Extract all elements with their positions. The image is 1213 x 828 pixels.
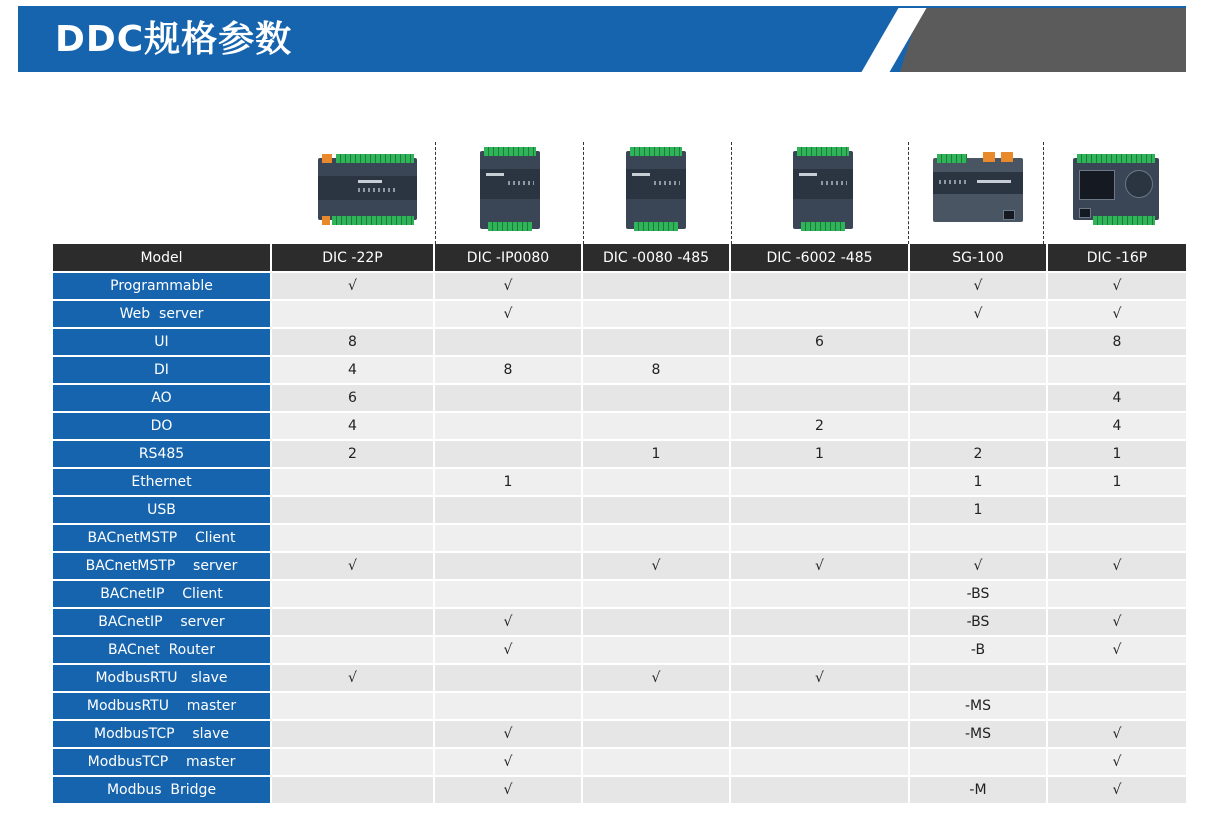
table-cell (1048, 693, 1188, 721)
table-cell (731, 385, 910, 413)
image-separator (731, 142, 732, 244)
model-row (53, 244, 1188, 273)
table-cell: √ (583, 665, 731, 693)
table-cell: -MS (910, 693, 1048, 721)
table-cell (1048, 525, 1188, 553)
row-label: ModbusRTU slave (53, 665, 272, 693)
row-label: AO (53, 385, 272, 413)
table-cell: √ (1048, 273, 1188, 301)
spec-table (53, 244, 1188, 805)
table-cell: √ (583, 553, 731, 581)
table-cell (731, 637, 910, 665)
row-label: ModbusRTU master (53, 693, 272, 721)
table-cell (272, 525, 435, 553)
table-cell (583, 301, 731, 329)
table-cell (272, 609, 435, 637)
table-cell (583, 777, 731, 805)
table-cell: -MS (910, 721, 1048, 749)
table-cell (272, 693, 435, 721)
row-label: BACnetMSTP Client (53, 525, 272, 553)
table-cell (583, 497, 731, 525)
table-cell (731, 721, 910, 749)
table-cell (583, 273, 731, 301)
table-cell (583, 637, 731, 665)
table-cell: √ (435, 637, 583, 665)
table-cell: -BS (910, 609, 1048, 637)
table-cell (435, 413, 583, 441)
table-row (53, 301, 1188, 329)
table-cell (910, 665, 1048, 693)
row-label: USB (53, 497, 272, 525)
table-row (53, 609, 1188, 637)
table-cell: 8 (1048, 329, 1188, 357)
table-row (53, 497, 1188, 525)
table-cell: √ (731, 665, 910, 693)
table-cell: √ (272, 553, 435, 581)
row-label: ModbusTCP slave (53, 721, 272, 749)
table-cell (583, 385, 731, 413)
table-cell (435, 581, 583, 609)
table-cell: 2 (731, 413, 910, 441)
table-cell (583, 721, 731, 749)
table-cell: 1 (435, 469, 583, 497)
model-name: SG-100 (910, 244, 1048, 273)
table-cell (272, 469, 435, 497)
table-cell: 4 (272, 357, 435, 385)
table-row (53, 749, 1188, 777)
table-cell (731, 497, 910, 525)
table-row (53, 581, 1188, 609)
table-cell (583, 525, 731, 553)
table-row (53, 553, 1188, 581)
table-cell: -M (910, 777, 1048, 805)
model-name: DIC -IP0080 (435, 244, 583, 273)
table-cell: 4 (1048, 385, 1188, 413)
row-label: ModbusTCP master (53, 749, 272, 777)
table-cell: -BS (910, 581, 1048, 609)
table-cell (435, 329, 583, 357)
table-cell: 2 (272, 441, 435, 469)
model-name: DIC -6002 -485 (731, 244, 910, 273)
table-cell (272, 581, 435, 609)
header-banner (0, 0, 1213, 74)
table-cell: √ (272, 665, 435, 693)
table-cell: 6 (272, 385, 435, 413)
model-name: DIC -22P (272, 244, 435, 273)
table-row (53, 413, 1188, 441)
table-row (53, 385, 1188, 413)
table-cell (435, 665, 583, 693)
table-cell: 8 (435, 357, 583, 385)
row-label: DO (53, 413, 272, 441)
table-cell (731, 525, 910, 553)
table-cell (272, 777, 435, 805)
table-row (53, 665, 1188, 693)
table-cell (435, 693, 583, 721)
table-cell: 1 (1048, 441, 1188, 469)
table-cell: √ (272, 273, 435, 301)
table-cell: -B (910, 637, 1048, 665)
table-cell (583, 581, 731, 609)
table-cell (731, 581, 910, 609)
table-cell (583, 693, 731, 721)
model-name: DIC -16P (1048, 244, 1188, 273)
table-cell: 1 (910, 469, 1048, 497)
table-row (53, 637, 1188, 665)
table-cell (731, 749, 910, 777)
table-cell (910, 385, 1048, 413)
gateway-sg-100-image (933, 152, 1023, 224)
table-cell: √ (1048, 301, 1188, 329)
controller-dic-0080-485-image (626, 147, 686, 231)
table-cell: 4 (272, 413, 435, 441)
table-row (53, 721, 1188, 749)
table-cell: 1 (910, 497, 1048, 525)
table-cell (435, 497, 583, 525)
table-cell: √ (435, 721, 583, 749)
table-cell: √ (910, 273, 1048, 301)
table-cell (910, 749, 1048, 777)
table-cell: √ (435, 609, 583, 637)
table-row (53, 525, 1188, 553)
table-cell: √ (731, 553, 910, 581)
table-cell (272, 721, 435, 749)
table-cell (435, 441, 583, 469)
table-cell (910, 357, 1048, 385)
table-cell (583, 329, 731, 357)
image-separator (583, 142, 584, 244)
row-label: BACnetMSTP server (53, 553, 272, 581)
table-cell (583, 749, 731, 777)
table-cell: 1 (583, 441, 731, 469)
image-separator (1043, 142, 1044, 244)
image-separator (435, 142, 436, 244)
table-cell: √ (1048, 749, 1188, 777)
table-cell: 8 (583, 357, 731, 385)
table-cell (731, 301, 910, 329)
table-cell (731, 469, 910, 497)
table-cell (583, 413, 731, 441)
row-label: DI (53, 357, 272, 385)
table-cell: 6 (731, 329, 910, 357)
table-cell: √ (1048, 553, 1188, 581)
table-cell: 2 (910, 441, 1048, 469)
table-cell: √ (1048, 721, 1188, 749)
table-cell: √ (435, 273, 583, 301)
table-cell: √ (1048, 637, 1188, 665)
table-cell (583, 469, 731, 497)
table-cell (272, 637, 435, 665)
row-label: Programmable (53, 273, 272, 301)
table-row (53, 777, 1188, 805)
table-row (53, 273, 1188, 301)
row-label: BACnetIP Client (53, 581, 272, 609)
table-cell (731, 777, 910, 805)
model-header: Model (53, 244, 272, 273)
table-cell: √ (435, 777, 583, 805)
table-cell (1048, 581, 1188, 609)
page-title: DDC规格参数 (55, 19, 293, 60)
controller-dic-6002-485-image (793, 147, 853, 231)
row-label: BACnetIP server (53, 609, 272, 637)
table-cell: 1 (1048, 469, 1188, 497)
table-cell (435, 385, 583, 413)
table-cell (910, 329, 1048, 357)
table-cell (435, 525, 583, 553)
row-label: Modbus Bridge (53, 777, 272, 805)
table-cell: √ (910, 301, 1048, 329)
table-row (53, 329, 1188, 357)
row-label: UI (53, 329, 272, 357)
table-cell: √ (435, 301, 583, 329)
controller-dic-16p-image (1073, 154, 1159, 224)
table-cell: √ (435, 749, 583, 777)
table-cell (731, 357, 910, 385)
table-cell (731, 273, 910, 301)
table-cell (1048, 357, 1188, 385)
table-cell (272, 301, 435, 329)
controller-dic-ip0080-image (480, 147, 540, 231)
table-cell (435, 553, 583, 581)
table-cell (272, 749, 435, 777)
table-cell (731, 693, 910, 721)
row-label: Web server (53, 301, 272, 329)
table-row (53, 469, 1188, 497)
table-cell: 1 (731, 441, 910, 469)
table-row (53, 441, 1188, 469)
table-cell: √ (1048, 609, 1188, 637)
table-cell (910, 413, 1048, 441)
model-name: DIC -0080 -485 (583, 244, 731, 273)
table-cell (731, 609, 910, 637)
table-cell (1048, 665, 1188, 693)
banner-gray-band (900, 8, 1186, 72)
table-cell: √ (1048, 777, 1188, 805)
table-cell (272, 497, 435, 525)
controller-dic-22p-image (318, 154, 417, 224)
row-label: BACnet Router (53, 637, 272, 665)
table-cell (910, 525, 1048, 553)
table-cell: 4 (1048, 413, 1188, 441)
row-label: Ethernet (53, 469, 272, 497)
row-label: RS485 (53, 441, 272, 469)
image-separator (908, 142, 909, 244)
table-row (53, 693, 1188, 721)
table-cell (583, 609, 731, 637)
table-cell: √ (910, 553, 1048, 581)
table-cell (1048, 497, 1188, 525)
table-cell: 8 (272, 329, 435, 357)
table-row (53, 357, 1188, 385)
